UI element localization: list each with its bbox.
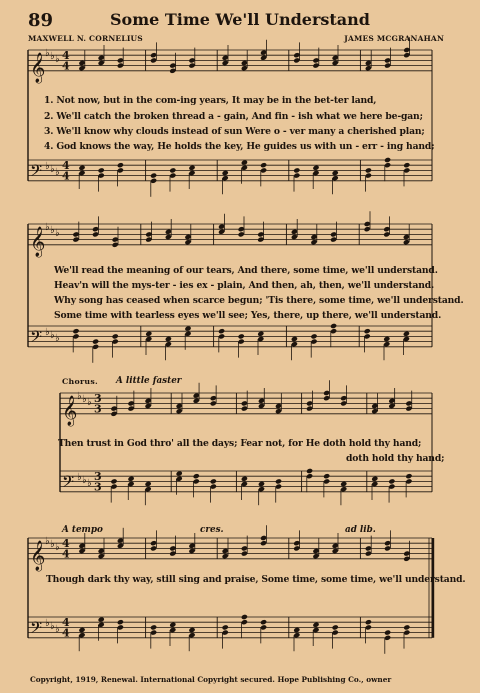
note-head xyxy=(145,481,152,487)
note-head xyxy=(241,614,248,620)
note-head xyxy=(238,333,245,339)
note-head xyxy=(176,471,183,477)
ad-lib-marking: ad lib. xyxy=(345,525,376,535)
flat-sign-icon: ♭ xyxy=(45,618,50,629)
flat-sign-icon: ♭ xyxy=(55,167,60,178)
hymn-title: Some Time We'll Understand xyxy=(109,10,370,29)
note-head xyxy=(92,339,99,345)
verse-2-line-1: 2. We'll catch the broken thread a - gain, And fin - ish what we here be-gan; xyxy=(44,111,423,122)
flat-sign-icon: ♭ xyxy=(82,475,87,486)
flat-sign-icon: ♭ xyxy=(50,621,55,632)
flat-sign-icon: ♭ xyxy=(45,327,50,338)
note-head xyxy=(222,170,229,176)
verse-4-line-2: Some time with tearless eyes we'll see; Yes, there, up there, we'll understand. xyxy=(54,310,442,321)
bass-clef-icon: 𝄢 xyxy=(62,472,75,495)
note-head xyxy=(371,476,378,482)
time-signature-bottom: 4 xyxy=(62,59,70,73)
a-tempo-marking: A tempo xyxy=(62,525,103,535)
note-head xyxy=(72,328,79,334)
flat-sign-icon: ♭ xyxy=(50,539,55,550)
flat-sign-icon: ♭ xyxy=(87,478,92,489)
note-head xyxy=(241,476,248,482)
bass-clef-icon: 𝄢 xyxy=(30,327,43,350)
note-head xyxy=(193,473,200,479)
flat-sign-icon: ♭ xyxy=(55,228,60,239)
note-head xyxy=(258,481,265,487)
treble-clef-icon: 𝄞 xyxy=(30,226,46,257)
flat-sign-icon: ♭ xyxy=(45,222,50,233)
bass-clef-icon: 𝄢 xyxy=(30,161,43,184)
note-head xyxy=(340,481,347,487)
flat-sign-icon: ♭ xyxy=(50,51,55,62)
flat-sign-icon: ♭ xyxy=(82,394,87,405)
note-head xyxy=(332,170,339,176)
note-head xyxy=(78,627,85,633)
flat-sign-icon: ♭ xyxy=(50,330,55,341)
note-head xyxy=(241,160,248,166)
chorus-echo: doth hold thy hand; xyxy=(346,453,445,464)
composer-credit: JAMES MCGRANAHAN xyxy=(344,34,444,43)
note-head xyxy=(405,473,412,479)
time-signature-top: 4 xyxy=(62,537,70,550)
note-head xyxy=(388,478,395,484)
flat-sign-icon: ♭ xyxy=(45,161,50,172)
note-head xyxy=(112,333,119,339)
flat-sign-icon: ♭ xyxy=(55,624,60,635)
flat-sign-icon: ♭ xyxy=(55,54,60,65)
note-head xyxy=(310,333,317,339)
note-head xyxy=(210,478,217,484)
bass-clef-icon: 𝄢 xyxy=(30,618,43,641)
note-head xyxy=(184,326,191,332)
note-head xyxy=(110,478,117,484)
flat-sign-icon: ♭ xyxy=(45,48,50,59)
note-head xyxy=(403,331,410,337)
note-head xyxy=(384,157,391,163)
cres-marking: cres. xyxy=(200,525,224,535)
note-head xyxy=(293,167,300,173)
note-head xyxy=(260,619,267,625)
flat-sign-icon: ♭ xyxy=(50,225,55,236)
chorus-line-2: Though dark thy way, still sing and praise, Some time, some time, we'll understand. xyxy=(46,574,466,585)
note-head xyxy=(98,617,105,623)
author-credit: MAXWELL N. CORNELIUS xyxy=(28,34,143,43)
time-signature-top: 3 xyxy=(94,392,102,405)
note-head xyxy=(330,323,337,329)
chorus-line-1: Then trust in God thro' all the days; Fear not, for He doth hold thy hand; xyxy=(58,438,422,449)
verse-2-line-2: Heav'n will the mys-ter - ies ex - plain, And then, ah, then, we'll understand. xyxy=(54,280,435,291)
note-head xyxy=(257,331,264,337)
note-head xyxy=(117,619,124,625)
note-head xyxy=(312,165,319,171)
chorus-label: Chorus. xyxy=(62,377,99,386)
treble-clef-icon: 𝄞 xyxy=(62,395,78,426)
verse-3-line-2: Why song has ceased when scarce begun; 'Tis there, some time, we'll understand. xyxy=(54,295,464,306)
note-head xyxy=(323,473,330,479)
note-head xyxy=(169,622,176,628)
tempo-marking: A little faster xyxy=(116,376,182,386)
note-head xyxy=(291,336,298,342)
time-signature-bottom: 3 xyxy=(94,402,102,416)
note-head xyxy=(165,336,172,342)
time-signature-bottom: 4 xyxy=(62,169,70,183)
note-head xyxy=(117,162,124,168)
flat-sign-icon: ♭ xyxy=(77,472,82,483)
time-signature-top: 4 xyxy=(62,616,70,629)
note-head xyxy=(218,328,225,334)
verse-4-line-1: 4. God knows the way, He holds the key, He guides us with un - err - ing hand; xyxy=(44,141,435,152)
note-head xyxy=(275,478,282,484)
note-head xyxy=(127,476,134,482)
time-signature-top: 4 xyxy=(62,49,70,62)
note-head xyxy=(365,167,372,173)
verse-1-line-1: 1. Not now, but in the com-ing years, It may be in the bet-ter land, xyxy=(44,95,377,106)
treble-clef-icon: 𝄞 xyxy=(30,52,46,83)
copyright-footer: Copyright, 1919, Renewal. International Copyright secured. Hope Publishing Co., owner xyxy=(30,675,392,684)
flat-sign-icon: ♭ xyxy=(55,542,60,553)
note-head xyxy=(260,162,267,168)
note-head xyxy=(384,630,391,636)
note-head xyxy=(169,167,176,173)
time-signature-top: 4 xyxy=(62,159,70,172)
time-signature-bottom: 3 xyxy=(94,480,102,494)
flat-sign-icon: ♭ xyxy=(77,391,82,402)
note-head xyxy=(306,468,313,474)
hymn-number: 89 xyxy=(28,10,54,31)
note-head xyxy=(312,622,319,628)
note-head xyxy=(150,173,157,179)
note-head xyxy=(78,165,85,171)
treble-clef-icon: 𝄞 xyxy=(30,540,46,571)
note-head xyxy=(403,624,410,630)
note-head xyxy=(332,624,339,630)
note-head xyxy=(98,167,105,173)
flat-sign-icon: ♭ xyxy=(87,397,92,408)
flat-sign-icon: ♭ xyxy=(50,164,55,175)
note-head xyxy=(150,624,157,630)
time-signature-bottom: 4 xyxy=(62,547,70,561)
note-head xyxy=(365,619,372,625)
flat-sign-icon: ♭ xyxy=(45,536,50,547)
flat-sign-icon: ♭ xyxy=(55,333,60,344)
note-head xyxy=(383,336,390,342)
note-head xyxy=(293,627,300,633)
note-head xyxy=(222,624,229,630)
time-signature-bottom: 4 xyxy=(62,626,70,640)
note-head xyxy=(403,162,410,168)
verse-1-line-2: We'll read the meaning of our tears, And there, some time, we'll understand. xyxy=(54,265,438,276)
note-head xyxy=(364,328,371,334)
time-signature-top: 3 xyxy=(94,470,102,483)
note-head xyxy=(188,165,195,171)
verse-3-line-1: 3. We'll know why clouds instead of sun Were o - ver many a cherished plan; xyxy=(44,126,425,137)
note-head xyxy=(145,331,152,337)
note-head xyxy=(188,627,195,633)
